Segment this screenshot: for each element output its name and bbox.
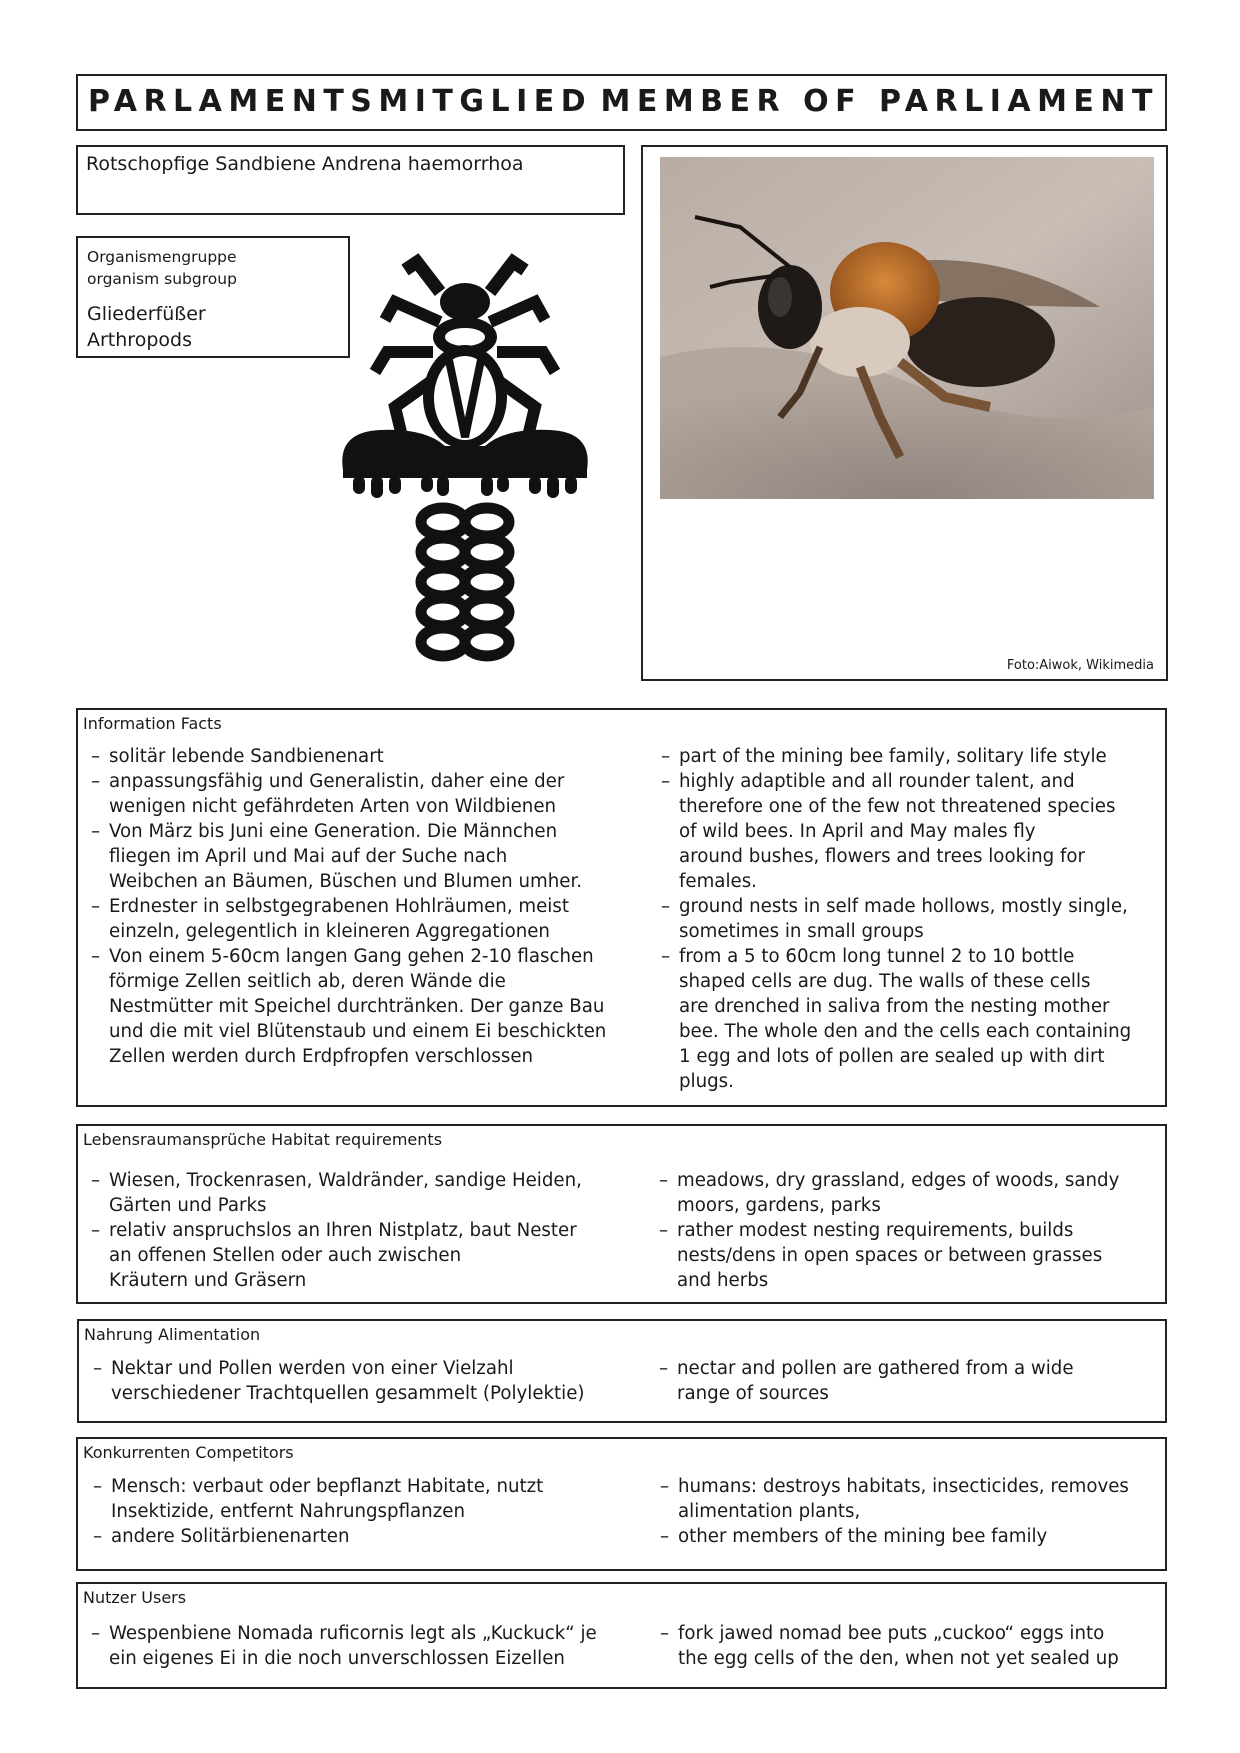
column-english [661,744,1131,1094]
list-item-line: – Nektar und Pollen werden von einer Vielzahl [111,1358,514,1379]
organism-group-box [76,236,350,358]
list-item-line: alimentation plants, [678,1501,861,1522]
list-item [91,1218,582,1293]
photo-box [641,145,1168,681]
list-item-line: females. [679,871,757,892]
list-item-line: – ground nests in self made hollows, mostly single, [679,896,1128,917]
list-item [660,1474,1129,1524]
column-german [93,1474,543,1549]
list-item [659,1168,1119,1218]
list-item-line: therefore one of the few not threatened species [679,796,1116,817]
list-item-line: ein eigenes Ei in die noch unverschlossen Eizellen [109,1648,565,1669]
list-item-line: – from a 5 to 60cm long tunnel 2 to 10 bottle [679,946,1075,967]
section-habitat [76,1124,1167,1304]
list-item-line: – anpassungsfähig und Generalistin, daher eine der [109,771,565,792]
section-heading: Nahrung Alimentation [84,1325,261,1344]
list-item-line: wenigen nicht gefährdeten Arten von Wildbienen [109,796,557,817]
list-item-line: Insektizide, entfernt Nahrungspflanzen [111,1501,465,1522]
list-item-line: – highly adaptible and all rounder talent, and [679,771,1075,792]
list-item [93,1524,543,1549]
list-item-line: and herbs [677,1270,769,1291]
list-item-line: sometimes in small groups [679,921,924,942]
list-item-line: – Wespenbiene Nomada ruficornis legt als „Kuckuck“ je [109,1623,597,1644]
list-item-line: Kräutern und Gräsern [109,1270,307,1291]
column-german [93,1356,585,1406]
list-item [91,944,606,1069]
list-item-line: – Von einem 5-60cm langen Gang gehen 2-10 flaschen [109,946,594,967]
section-heading: Lebensraumansprüche Habitat requirements [83,1130,443,1149]
column-english [660,1621,1119,1671]
list-item-line: – Von März bis Juni eine Generation. Die Männchen [109,821,558,842]
list-item-line: the egg cells of the den, when not yet sealed up [678,1648,1119,1669]
section-heading: Nutzer Users [83,1588,187,1607]
section-heading: Information Facts [83,714,222,733]
list-item-line: förmige Zellen seitlich ab, deren Wände die [109,971,506,992]
list-item-line: – part of the mining bee family, solitary life style [679,746,1107,767]
list-item [91,819,606,894]
list-item [661,944,1131,1094]
section-heading: Konkurrenten Competitors [83,1443,294,1462]
list-item [91,894,606,944]
species-name: Rotschopfige Sandbiene Andrena haemorrhoa [86,153,524,175]
list-item-line: are drenched in saliva from the nesting mother [679,996,1110,1017]
section-competitors [76,1437,1167,1571]
list-item-line: fliegen im April und Mai auf der Suche nach [109,846,508,867]
list-item [91,1168,582,1218]
column-english [659,1356,1074,1406]
species-name-box [76,145,625,215]
list-item-line: moors, gardens, parks [677,1195,881,1216]
list-item-line: – Mensch: verbaut oder bepflanzt Habitate, nutzt [111,1476,544,1497]
list-item-line: und die mit viel Blütenstaub und einem Ei beschickten [109,1021,607,1042]
list-item-line: an offenen Stellen oder auch zwischen [109,1245,462,1266]
list-item-line: nests/dens in open spaces or between grasses [677,1245,1103,1266]
list-item [660,1621,1119,1671]
list-item-line: – andere Solitärbienenarten [111,1526,350,1547]
column-english [660,1474,1129,1549]
list-item [93,1474,543,1524]
list-item [661,744,1131,769]
organism-group-label: Organismengruppe organism subgroup [87,248,237,288]
list-item [91,769,606,819]
list-item-line: range of sources [677,1383,829,1404]
title-english: MEMBER OF PARLIAMENT [600,84,1159,119]
list-item-line: Zellen werden durch Erdpfropfen verschlossen [109,1046,534,1067]
list-item [659,1356,1074,1406]
list-item-line: – rather modest nesting requirements, builds [677,1220,1074,1241]
list-item [661,894,1131,944]
list-item-line: of wild bees. In April and May males fly [679,821,1036,842]
list-item-line: – humans: destroys habitats, insecticides, removes [678,1476,1129,1497]
list-item-line: – relativ anspruchslos an Ihren Nistplatz, baut Nester [109,1220,577,1241]
list-item-line: around bushes, flowers and trees looking for [679,846,1086,867]
list-item [93,1356,585,1406]
header-bar [76,74,1167,131]
photo-credit: Foto:Aiwok, Wikimedia [1006,658,1154,673]
title-german: PARLAMENTSMITGLIED [88,84,593,119]
bee-photo [660,157,1154,499]
column-english [659,1168,1119,1293]
list-item-line: – Wiesen, Trockenrasen, Waldränder, sandige Heiden, [109,1170,582,1191]
arthropod-emblem-icon [325,232,605,672]
list-item-line: – solitär lebende Sandbienenart [109,746,384,767]
column-german [91,1168,582,1293]
list-item-line: shaped cells are dug. The walls of these cells [679,971,1091,992]
organism-group-value: Gliederfüßer Arthropods [87,303,206,351]
list-item-line: Weibchen an Bäumen, Büschen und Blumen umher. [109,871,583,892]
list-item-line: Nestmütter mit Speichel durchtränken. Der ganze Bau [109,996,605,1017]
list-item-line: – other members of the mining bee family [678,1526,1048,1547]
list-item-line: bee. The whole den and the cells each containing [679,1021,1132,1042]
section-information [76,708,1167,1107]
list-item [660,1524,1129,1549]
list-item-line: verschiedener Trachtquellen gesammelt (Polylektie) [111,1383,585,1404]
list-item-line: – Erdnester in selbstgegrabenen Hohlräumen, meist [109,896,569,917]
list-item-line: – nectar and pollen are gathered from a wide [677,1358,1074,1379]
list-item [661,769,1131,894]
list-item-line: einzeln, gelegentlich in kleineren Aggregationen [109,921,550,942]
section-users [76,1582,1167,1689]
list-item-line: – meadows, dry grassland, edges of woods, sandy [677,1170,1120,1191]
list-item-line: – fork jawed nomad bee puts „cuckoo“ eggs into [678,1623,1105,1644]
list-item-line: 1 egg and lots of pollen are sealed up with dirt [679,1046,1105,1067]
list-item [91,744,606,769]
column-german [91,1621,597,1671]
list-item-line: Gärten und Parks [109,1195,267,1216]
list-item-line: plugs. [679,1071,734,1092]
list-item [659,1218,1119,1293]
section-alimentation [77,1319,1167,1423]
list-item [91,1621,597,1671]
column-german [91,744,606,1069]
